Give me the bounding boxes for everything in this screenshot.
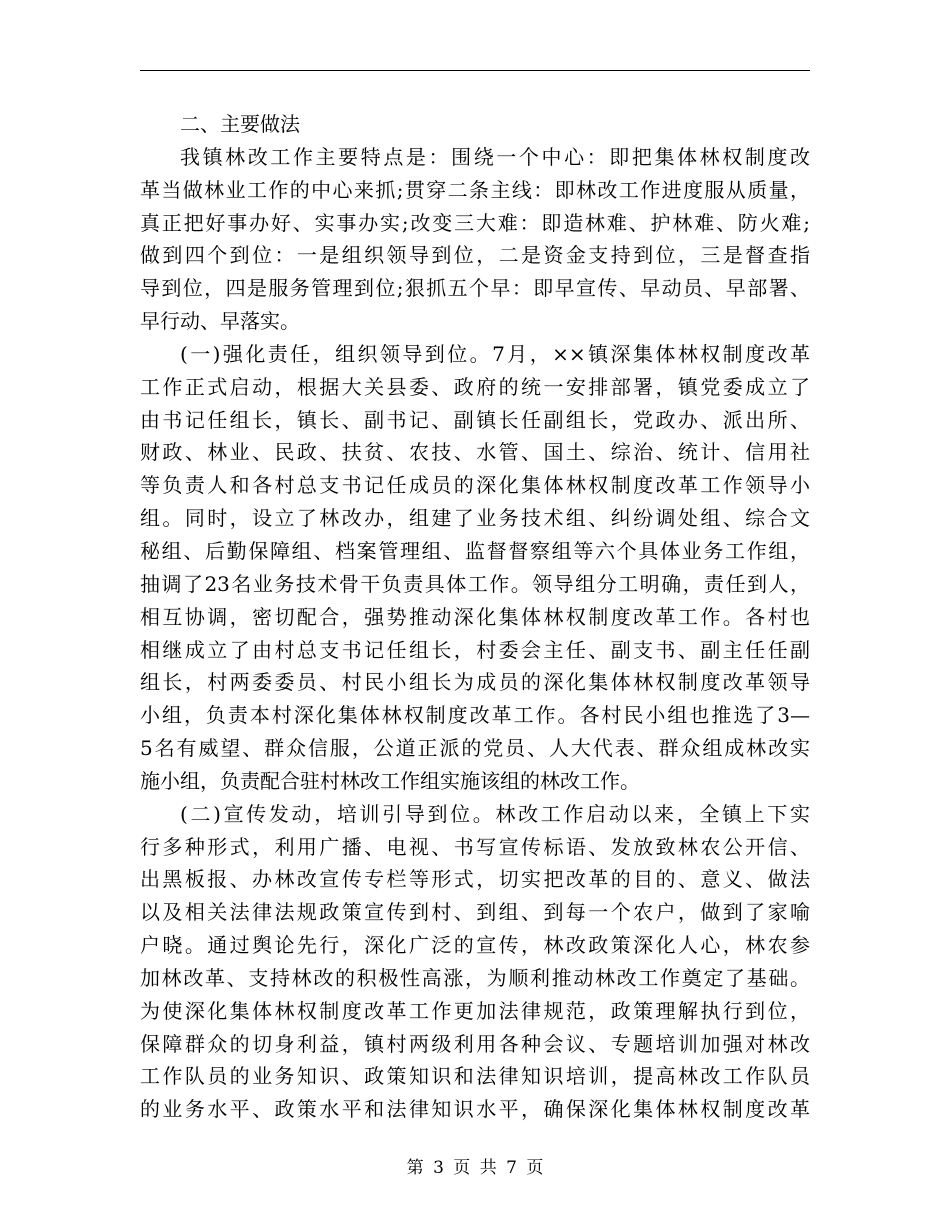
text-line: 5名有威望、群众信服，公道正派的党员、人大代表、群众组成林改实: [140, 736, 810, 761]
text-line: 出黑板报、办林改宣传专栏等形式，切实把改革的目的、意义、做法: [140, 867, 810, 892]
text-line: 加林改革、支持林改的积极性高涨，为顺利推动林改工作奠定了基础。: [140, 965, 810, 990]
text-line: 行多种形式，利用广播、电视、书写宣传标语、发放致林农公开信、: [140, 834, 810, 859]
document-body: [140, 108, 810, 1126]
text-line: 的业务水平、政策水平和法律知识水平，确保深化集体林权制度改革: [140, 1097, 810, 1122]
page-number: 第 3 页 共 7 页: [406, 1158, 544, 1178]
text-line: 革当做林业工作的中心来抓;贯穿二条主线：即林改工作进度服从质量，: [140, 177, 810, 202]
text-line: 小组，负责本村深化集体林权制度改革工作。各村民小组也推选了3—: [140, 703, 810, 728]
text-line: 做到四个到位：一是组织领导到位，二是资金支持到位，三是督查指: [140, 243, 810, 268]
text-line: 导到位，四是服务管理到位;狠抓五个早：即早宣传、早动员、早部署、: [140, 276, 810, 301]
header-rule: [140, 70, 810, 71]
text-line: (二)宣传发动，培训引导到位。林改工作启动以来，全镇上下实: [180, 801, 810, 826]
text-line: 秘组、后勤保障组、档案管理组、监督督察组等六个具体业务工作组，: [140, 538, 810, 563]
text-line: 保障群众的切身利益，镇村两级利用各种会议、专题培训加强对林改: [140, 1031, 810, 1056]
text-line: 工作队员的业务知识、政策知识和法律知识培训，提高林改工作队员: [140, 1064, 810, 1089]
text-line: 我镇林改工作主要特点是：围绕一个中心：即把集体林权制度改: [180, 144, 810, 169]
text-line: 二、主要做法: [180, 112, 300, 136]
text-line: 为使深化集体林权制度改革工作更加法律规范，政策理解执行到位，: [140, 998, 810, 1023]
text-line: 早行动、早落实。: [140, 309, 300, 334]
text-line: 户晓。通过舆论先行，深化广泛的宣传，林改政策深化人心，林农参: [140, 933, 810, 958]
text-line: 组长，村两委委员、村民小组长为成员的深化集体林权制度改革领导: [140, 670, 810, 695]
text-line: 相互协调，密切配合，强势推动深化集体林权制度改革工作。各村也: [140, 604, 810, 629]
text-line: (一)强化责任，组织领导到位。7月，××镇深集体林权制度改革: [180, 341, 810, 366]
text-line: 相继成立了由村总支书记任组长，村委会主任、副支书、副主任任副: [140, 637, 810, 662]
text-line: 财政、林业、民政、扶贫、农技、水管、国土、综治、统计、信用社: [140, 440, 810, 465]
text-line: 以及相关法律法规政策宣传到村、到组、到每一个农户，做到了家喻: [140, 900, 810, 925]
text-line: 抽调了23名业务技术骨干负责具体工作。领导组分工明确，责任到人，: [140, 571, 810, 596]
text-line: 组。同时，设立了林改办，组建了业务技术组、纠纷调处组、综合文: [140, 506, 810, 531]
text-line: 等负责人和各村总支书记任成员的深化集体林权制度改革工作领导小: [140, 473, 810, 498]
text-line: 施小组，负责配合驻村林改工作组实施该组的林改工作。: [140, 768, 640, 793]
text-line: 由书记任组长，镇长、副书记、副镇长任副组长，党政办、派出所、: [140, 407, 810, 432]
text-line: 真正把好事办好、实事办实;改变三大难：即造林难、护林难、防火难;: [140, 210, 810, 235]
text-line: 工作正式启动，根据大关县委、政府的统一安排部署，镇党委成立了: [140, 374, 810, 399]
